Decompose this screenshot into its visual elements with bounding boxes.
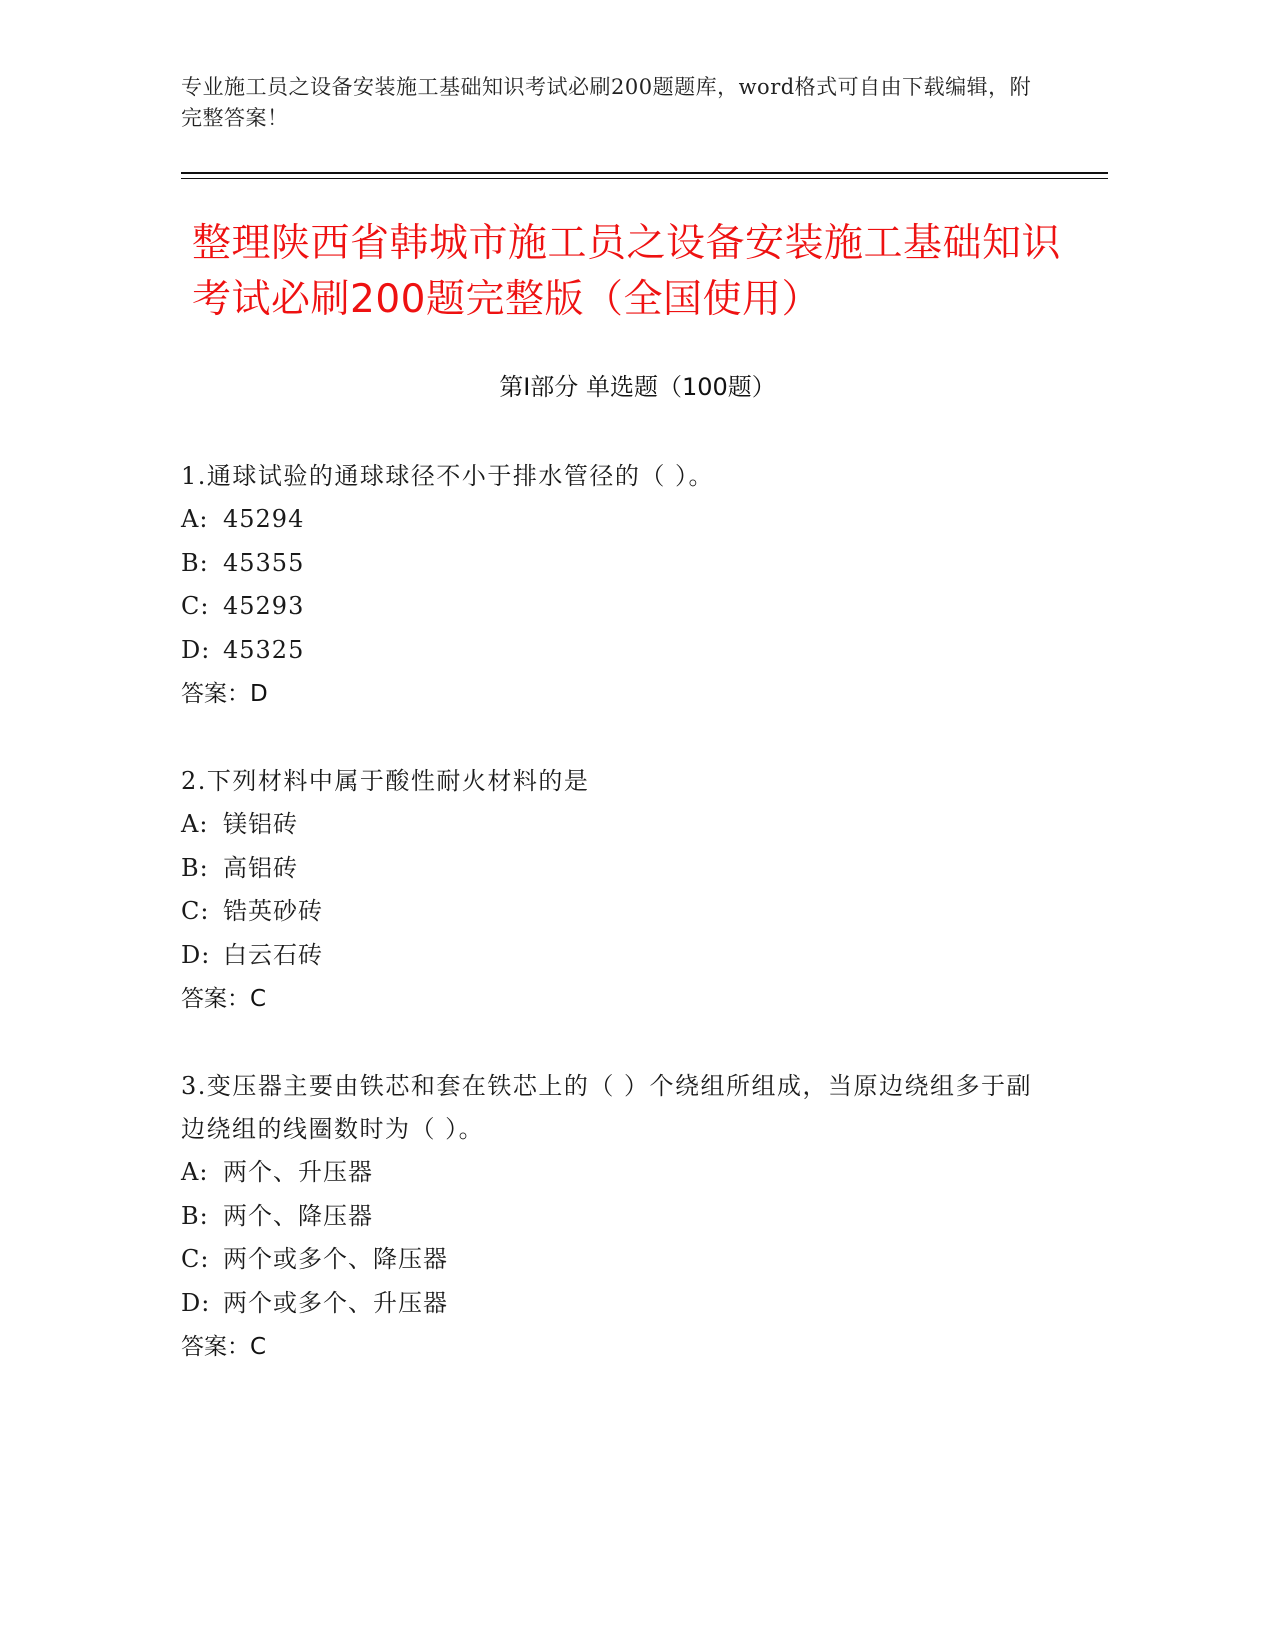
option-d bbox=[181, 629, 1041, 673]
option-label: A: bbox=[181, 505, 209, 533]
option-text: 45294 bbox=[223, 505, 305, 533]
question-1 bbox=[181, 455, 1041, 716]
header-divider-thin bbox=[181, 178, 1108, 179]
option-label: C: bbox=[181, 897, 210, 925]
section-heading: 第Ⅰ部分 单选题（100题） bbox=[499, 373, 776, 401]
option-text: 白云石砖 bbox=[223, 940, 323, 969]
question-2 bbox=[181, 760, 1041, 1021]
answer-line: 答案：C bbox=[181, 986, 267, 1012]
option-text: 45355 bbox=[223, 548, 305, 577]
question-stem: 3.变压器主要由铁芯和套在铁芯上的（ ）个绕组所组成，当原边绕组多于副边绕组的线圈数时为（ ）。 bbox=[181, 1072, 1033, 1143]
option-label: A: bbox=[181, 810, 209, 838]
option-c bbox=[181, 585, 1041, 629]
option-a bbox=[181, 498, 1041, 542]
option-text: 两个、降压器 bbox=[223, 1201, 373, 1230]
option-label: B: bbox=[181, 548, 209, 577]
option-text: 45325 bbox=[223, 635, 305, 664]
option-text: 高铝砖 bbox=[223, 853, 298, 882]
option-text: 锆英砂砖 bbox=[223, 897, 323, 925]
option-b bbox=[181, 1195, 1041, 1239]
option-text: 两个或多个、升压器 bbox=[223, 1288, 448, 1317]
header-divider-thick bbox=[181, 172, 1108, 174]
answer-line: 答案：C bbox=[181, 1334, 267, 1360]
option-b bbox=[181, 847, 1041, 891]
option-label: B: bbox=[181, 1201, 209, 1230]
document-title: 整理陕西省韩城市施工员之设备安装施工基础知识考试必刷200题完整版（全国使用） bbox=[192, 221, 1062, 322]
option-label: C: bbox=[181, 592, 210, 620]
option-text: 两个或多个、降压器 bbox=[223, 1245, 448, 1273]
option-label: D: bbox=[181, 1288, 211, 1317]
option-label: D: bbox=[181, 940, 211, 969]
option-b bbox=[181, 542, 1041, 586]
option-d bbox=[181, 1282, 1041, 1326]
option-d bbox=[181, 934, 1041, 978]
option-a bbox=[181, 1151, 1041, 1195]
question-stem: 1.通球试验的通球球径不小于排水管径的（ ）。 bbox=[181, 462, 715, 490]
header-note: 专业施工员之设备安装施工基础知识考试必刷200题题库，word格式可自由下载编辑，附完整答案！ bbox=[181, 75, 1032, 130]
option-label: C: bbox=[181, 1245, 210, 1273]
question-3 bbox=[181, 1065, 1041, 1369]
answer-line: 答案：D bbox=[181, 681, 268, 707]
option-text: 45293 bbox=[223, 592, 305, 620]
option-c bbox=[181, 1238, 1041, 1282]
option-a bbox=[181, 803, 1041, 847]
option-label: B: bbox=[181, 853, 209, 882]
option-text: 镁铝砖 bbox=[223, 810, 298, 838]
question-list bbox=[181, 455, 1041, 1413]
option-text: 两个、升压器 bbox=[223, 1158, 373, 1186]
option-label: A: bbox=[181, 1158, 209, 1186]
question-stem: 2.下列材料中属于酸性耐火材料的是 bbox=[181, 767, 590, 795]
option-label: D: bbox=[181, 635, 211, 664]
option-c bbox=[181, 890, 1041, 934]
